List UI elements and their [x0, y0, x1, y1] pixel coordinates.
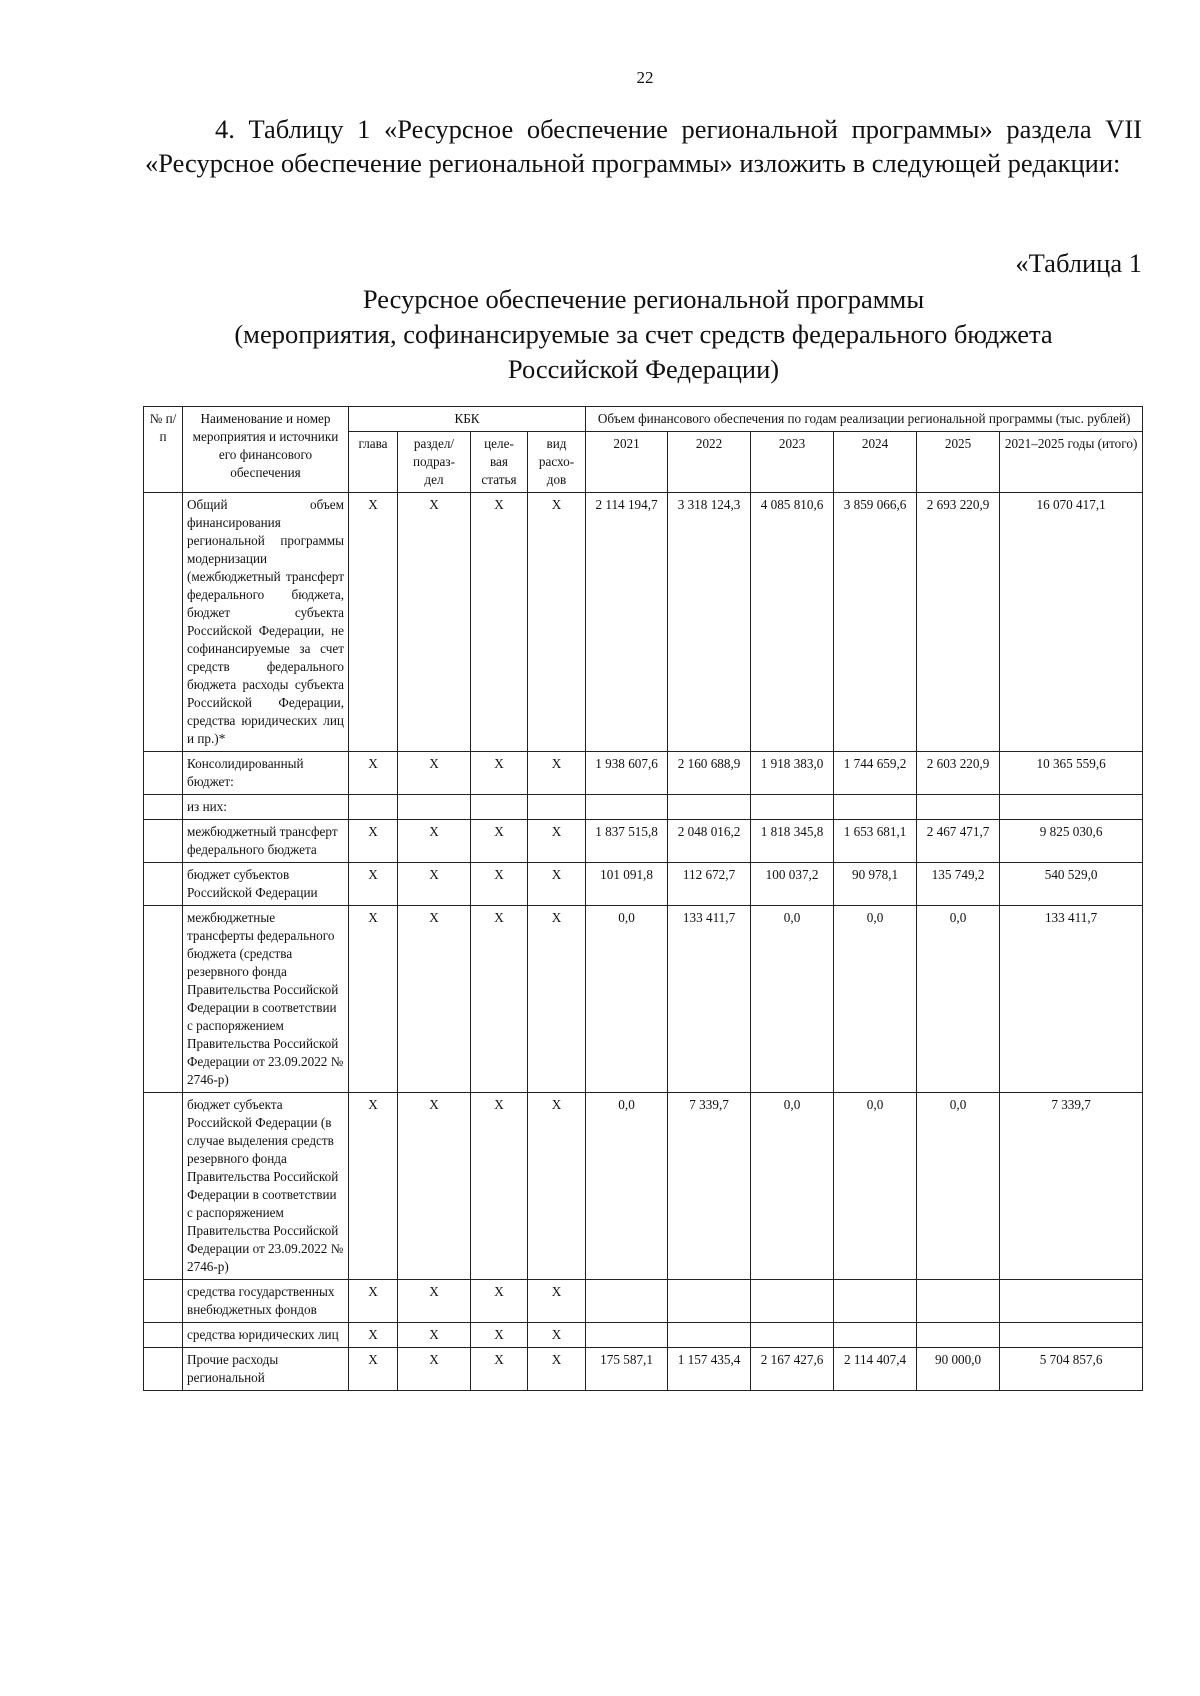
row-name: Прочие расходы региональной — [183, 1348, 349, 1391]
table-row — [144, 820, 1143, 863]
row-num — [144, 1323, 183, 1348]
cell-2022 — [668, 1323, 751, 1348]
cell-2021: 1 837 515,8 — [586, 820, 668, 863]
cell-vid: X — [528, 906, 586, 1093]
table-title-line-2: (мероприятия, софинансируемые за счет средств федерального бюджета — [234, 319, 1053, 349]
cell-2023 — [751, 1280, 834, 1323]
cell-2023: 0,0 — [751, 906, 834, 1093]
cell-celevaya — [471, 795, 528, 820]
cell-2025: 2 693 220,9 — [917, 493, 1000, 752]
cell-2023: 1 818 345,8 — [751, 820, 834, 863]
cell-2024: 1 744 659,2 — [834, 752, 917, 795]
cell-2025: 0,0 — [917, 1093, 1000, 1280]
row-name: межбюджетный трансферт федерального бюджета — [183, 820, 349, 863]
cell-celevaya: X — [471, 493, 528, 752]
cell-2021: 175 587,1 — [586, 1348, 668, 1391]
cell-2022: 7 339,7 — [668, 1093, 751, 1280]
cell-2025: 2 467 471,7 — [917, 820, 1000, 863]
cell-2025 — [917, 1280, 1000, 1323]
cell-razdel: X — [398, 752, 471, 795]
cell-total — [1000, 1323, 1143, 1348]
cell-celevaya: X — [471, 1348, 528, 1391]
header-2023: 2023 — [751, 432, 834, 493]
cell-2025: 135 749,2 — [917, 863, 1000, 906]
header-2021: 2021 — [586, 432, 668, 493]
cell-2025: 90 000,0 — [917, 1348, 1000, 1391]
cell-total: 7 339,7 — [1000, 1093, 1143, 1280]
header-volume: Объем финансового обеспечения по годам реализации региональной программы (тыс. рублей) — [586, 407, 1143, 432]
header-razdel: раздел/ подраз- дел — [398, 432, 471, 493]
cell-razdel: X — [398, 1348, 471, 1391]
cell-2023: 2 167 427,6 — [751, 1348, 834, 1391]
cell-glava: X — [349, 1348, 398, 1391]
header-row-1 — [144, 407, 1143, 432]
row-num — [144, 1280, 183, 1323]
cell-2024: 90 978,1 — [834, 863, 917, 906]
cell-2022: 112 672,7 — [668, 863, 751, 906]
cell-total: 16 070 417,1 — [1000, 493, 1143, 752]
table-row — [144, 863, 1143, 906]
cell-celevaya: X — [471, 906, 528, 1093]
cell-2023 — [751, 1323, 834, 1348]
cell-razdel: X — [398, 493, 471, 752]
cell-razdel: X — [398, 1093, 471, 1280]
cell-2021: 101 091,8 — [586, 863, 668, 906]
cell-vid: X — [528, 1348, 586, 1391]
cell-2021: 0,0 — [586, 1093, 668, 1280]
cell-2024 — [834, 1323, 917, 1348]
cell-celevaya: X — [471, 1323, 528, 1348]
cell-glava: X — [349, 752, 398, 795]
cell-2022 — [668, 795, 751, 820]
table-row — [144, 493, 1143, 752]
header-vid: вид расхо- дов — [528, 432, 586, 493]
cell-razdel: X — [398, 1323, 471, 1348]
cell-2025 — [917, 1323, 1000, 1348]
cell-razdel — [398, 795, 471, 820]
table-row — [144, 1323, 1143, 1348]
row-name: бюджет субъектов Российской Федерации — [183, 863, 349, 906]
table-title-line-1: Ресурсное обеспечение региональной программы — [362, 284, 925, 314]
cell-glava: X — [349, 906, 398, 1093]
row-name: Консолидированный бюджет: — [183, 752, 349, 795]
cell-razdel: X — [398, 906, 471, 1093]
cell-2022: 3 318 124,3 — [668, 493, 751, 752]
row-name: средства юридических лиц — [183, 1323, 349, 1348]
cell-2022 — [668, 1280, 751, 1323]
cell-2021: 2 114 194,7 — [586, 493, 668, 752]
amendment-paragraph: 4. Таблицу 1 «Ресурсное обеспечение региональной программы» раздела VII «Ресурсное обеспечение региональной программы» изложить в следующей редакции: — [145, 114, 1142, 178]
cell-vid — [528, 795, 586, 820]
page-number: 22 — [636, 68, 654, 87]
cell-2024: 0,0 — [834, 906, 917, 1093]
row-name: средства государственных внебюджетных фондов — [183, 1280, 349, 1323]
cell-glava: X — [349, 1323, 398, 1348]
cell-2023: 0,0 — [751, 1093, 834, 1280]
cell-2021 — [586, 1280, 668, 1323]
table-row — [144, 752, 1143, 795]
cell-2021: 1 938 607,6 — [586, 752, 668, 795]
header-celevaya: целе- вая статья — [471, 432, 528, 493]
cell-2023 — [751, 795, 834, 820]
cell-glava: X — [349, 493, 398, 752]
row-name: Общий объем финансирования региональной программы модернизации (межбюджетный трансферт федерального бюджета, бюджет субъекта Российской Федерации, не софинансируемые за счет средств федерального бюджета расходы субъекта Российской Федерации, средства юридических лиц и пр.)* — [183, 493, 349, 752]
cell-2022: 133 411,7 — [668, 906, 751, 1093]
header-2025: 2025 — [917, 432, 1000, 493]
cell-vid: X — [528, 1093, 586, 1280]
cell-2022: 2 048 016,2 — [668, 820, 751, 863]
cell-vid: X — [528, 1280, 586, 1323]
table-title — [145, 282, 1142, 387]
cell-2021 — [586, 795, 668, 820]
cell-2024: 0,0 — [834, 1093, 917, 1280]
row-num — [144, 863, 183, 906]
header-2022: 2022 — [668, 432, 751, 493]
table-row — [144, 1093, 1143, 1280]
header-2024: 2024 — [834, 432, 917, 493]
row-num — [144, 820, 183, 863]
cell-celevaya: X — [471, 1280, 528, 1323]
cell-vid: X — [528, 820, 586, 863]
cell-2025: 0,0 — [917, 906, 1000, 1093]
cell-razdel: X — [398, 820, 471, 863]
cell-total — [1000, 1280, 1143, 1323]
cell-razdel: X — [398, 1280, 471, 1323]
cell-celevaya: X — [471, 752, 528, 795]
cell-vid: X — [528, 863, 586, 906]
row-name: межбюджетные трансферты федерального бюджета (средства резервного фонда Правительства Российской Федерации в соответствии с распоряжением Правительства Российской Федерации от 23.09.2022 № 2746-р) — [183, 906, 349, 1093]
cell-celevaya: X — [471, 863, 528, 906]
cell-vid: X — [528, 1323, 586, 1348]
cell-2024: 1 653 681,1 — [834, 820, 917, 863]
cell-2022: 1 157 435,4 — [668, 1348, 751, 1391]
cell-total: 540 529,0 — [1000, 863, 1143, 906]
row-num — [144, 493, 183, 752]
header-total: 2021–2025 годы (итого) — [1000, 432, 1143, 493]
header-glava: глава — [349, 432, 398, 493]
row-name: из них: — [183, 795, 349, 820]
cell-2021 — [586, 1323, 668, 1348]
cell-2025: 2 603 220,9 — [917, 752, 1000, 795]
row-num — [144, 1348, 183, 1391]
cell-vid: X — [528, 493, 586, 752]
cell-celevaya: X — [471, 820, 528, 863]
cell-2025 — [917, 795, 1000, 820]
table-label: «Таблица 1 — [1015, 248, 1142, 278]
cell-2023: 100 037,2 — [751, 863, 834, 906]
cell-celevaya: X — [471, 1093, 528, 1280]
cell-2023: 1 918 383,0 — [751, 752, 834, 795]
resource-table — [143, 406, 1143, 1391]
row-name: бюджет субъекта Российской Федерации (в случае выделения средств резервного фонда Правительства Российской Федерации в соответствии с распоряжением Правительства Российской Федерации от 23.09.2022 № 2746-р) — [183, 1093, 349, 1280]
cell-total: 10 365 559,6 — [1000, 752, 1143, 795]
header-num: № п/п — [144, 407, 183, 493]
cell-2024 — [834, 795, 917, 820]
cell-2022: 2 160 688,9 — [668, 752, 751, 795]
cell-2024 — [834, 1280, 917, 1323]
row-num — [144, 1093, 183, 1280]
cell-total — [1000, 795, 1143, 820]
row-num — [144, 795, 183, 820]
cell-2021: 0,0 — [586, 906, 668, 1093]
table-row — [144, 1280, 1143, 1323]
cell-glava — [349, 795, 398, 820]
cell-glava: X — [349, 1280, 398, 1323]
cell-glava: X — [349, 820, 398, 863]
cell-2023: 4 085 810,6 — [751, 493, 834, 752]
table-title-line-3: Российской Федерации) — [507, 354, 780, 384]
row-num — [144, 752, 183, 795]
cell-2024: 2 114 407,4 — [834, 1348, 917, 1391]
cell-total: 9 825 030,6 — [1000, 820, 1143, 863]
cell-total: 133 411,7 — [1000, 906, 1143, 1093]
cell-glava: X — [349, 863, 398, 906]
cell-total: 5 704 857,6 — [1000, 1348, 1143, 1391]
cell-2024: 3 859 066,6 — [834, 493, 917, 752]
cell-vid: X — [528, 752, 586, 795]
cell-glava: X — [349, 1093, 398, 1280]
header-kbk: КБК — [349, 407, 586, 432]
table-row — [144, 906, 1143, 1093]
header-name: Наименование и номер мероприятия и источники его финансового обеспечения — [183, 407, 349, 493]
row-num — [144, 906, 183, 1093]
cell-razdel: X — [398, 863, 471, 906]
table-row — [144, 795, 1143, 820]
table-row — [144, 1348, 1143, 1391]
